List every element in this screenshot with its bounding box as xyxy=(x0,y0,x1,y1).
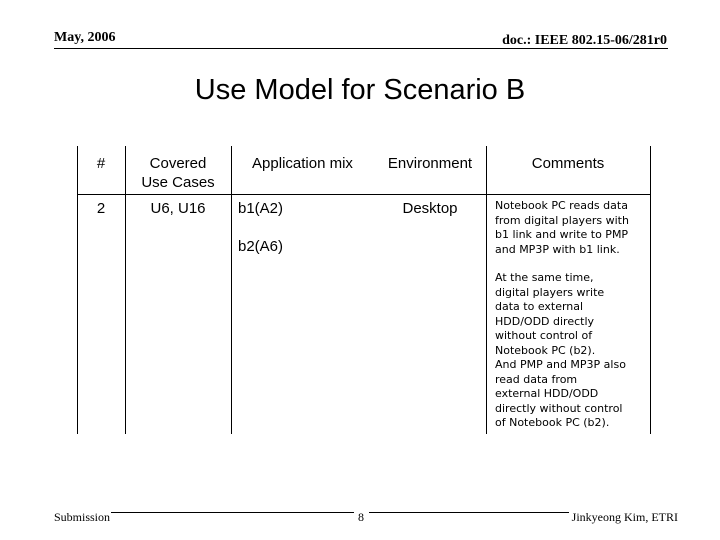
footer-page-number: 8 xyxy=(358,510,364,524)
footer-rule-right xyxy=(369,512,569,513)
header-doc-id: doc.: IEEE 802.15-06/281r0 xyxy=(502,33,667,48)
slide-title: Use Model for Scenario B xyxy=(194,74,526,106)
table-border-left xyxy=(77,146,78,434)
row-comment-1: Notebook PC reads data from digital players with b1 link and write to PMP and MP3P with b1 link. xyxy=(495,199,629,256)
header-covered-use-cases: Covered Use Cases xyxy=(141,155,215,191)
footer-submission: Submission xyxy=(54,510,111,524)
table-border-right xyxy=(650,146,651,434)
row-app-mix-1: b1(A2) xyxy=(238,200,284,217)
header-date: May, 2006 xyxy=(54,30,116,45)
header-rule xyxy=(54,48,668,49)
footer-author: Jinkyeong Kim, ETRI xyxy=(571,510,678,524)
use-model-table xyxy=(77,146,650,434)
row-environment: Desktop xyxy=(402,200,458,217)
header-number: # xyxy=(96,155,106,172)
footer-rule-left xyxy=(111,512,354,513)
header-comments: Comments xyxy=(531,155,605,172)
header-row-divider xyxy=(77,194,650,195)
row-comment-2: At the same time, digital players write data to external HDD/ODD directly without control of Notebook PC (b2). And PMP and MP3P also read data from external HDD/ODD directly without control of Notebook PC (b2). xyxy=(495,271,626,429)
row-number: 2 xyxy=(96,200,106,217)
header-environment: Environment xyxy=(387,155,473,172)
row-app-mix-2: b2(A6) xyxy=(238,238,284,255)
table-divider xyxy=(486,146,487,434)
header-application-mix: Application mix xyxy=(252,155,353,172)
row-use-cases: U6, U16 xyxy=(150,200,206,217)
table-divider xyxy=(231,146,232,434)
